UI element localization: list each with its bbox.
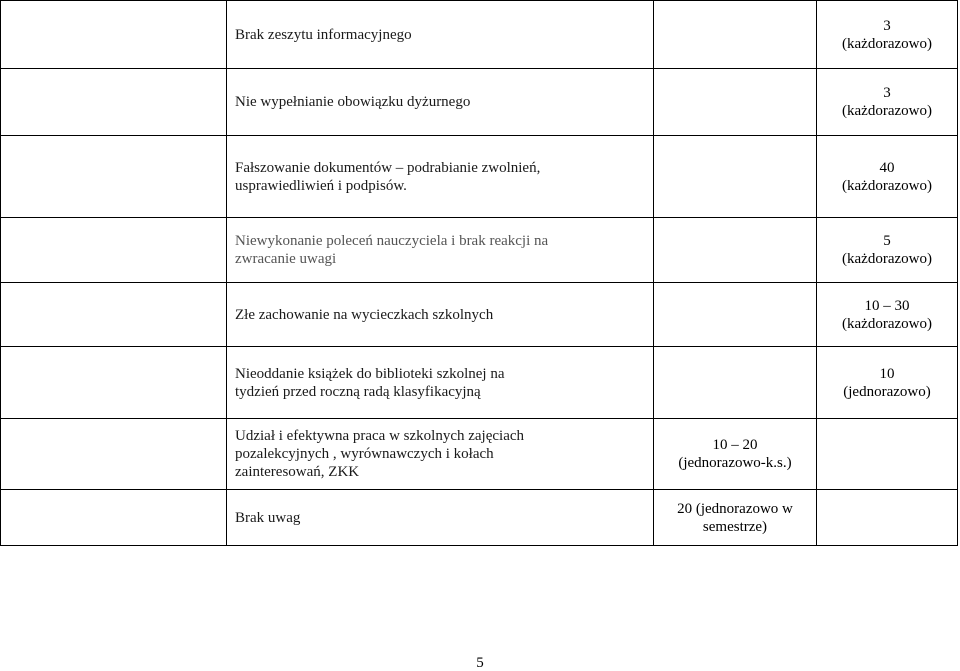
rule-description: Nie wypełnianie obowiązku dyżurnego bbox=[235, 94, 471, 110]
rule-description-cell bbox=[227, 218, 654, 283]
rule-description-cell bbox=[227, 347, 654, 419]
table-row bbox=[1, 1, 958, 69]
bonus-points-cell bbox=[654, 69, 817, 136]
rule-description-cell bbox=[227, 1, 654, 69]
penalty-points-cell bbox=[817, 1, 958, 69]
rule-description: Brak uwag bbox=[235, 509, 301, 526]
bonus-points-cell bbox=[654, 283, 817, 347]
rule-description-cell bbox=[227, 490, 654, 546]
penalty-points-cell bbox=[817, 218, 958, 283]
penalty-points: 40 (każdorazowo) bbox=[842, 159, 932, 194]
bonus-points: 20 (jednorazowo w semestrze) bbox=[677, 500, 793, 535]
penalty-points: 3 (każdorazowo) bbox=[842, 17, 932, 52]
table-row bbox=[1, 136, 958, 218]
bonus-points-cell bbox=[654, 419, 817, 490]
rule-description-cell bbox=[227, 283, 654, 347]
rule-description-cell bbox=[227, 419, 654, 490]
row-marker-cell bbox=[1, 218, 227, 283]
bonus-points: 10 – 20 (jednorazowo-k.s.) bbox=[678, 437, 792, 471]
penalty-points-cell bbox=[817, 283, 958, 347]
bonus-points-cell bbox=[654, 490, 817, 546]
table-row bbox=[1, 419, 958, 490]
row-marker-cell bbox=[1, 136, 227, 218]
table-row bbox=[1, 347, 958, 419]
rule-description: Udział i efektywna praca w szkolnych zajęciach pozalekcyjnych , wyrównawczych i kołach zainteresowań, ZKK bbox=[235, 428, 525, 480]
bonus-points-cell bbox=[654, 218, 817, 283]
penalty-points-cell bbox=[817, 419, 958, 490]
penalty-points: 10 (jednorazowo) bbox=[843, 365, 931, 400]
rule-description: Brak zeszytu informacyjnego bbox=[235, 26, 412, 43]
rule-description: Nieoddanie książek do biblioteki szkolnej na tydzień przed roczną radą klasyfikacyjną bbox=[235, 365, 505, 400]
penalty-points: 5 (każdorazowo) bbox=[842, 233, 932, 267]
row-marker-cell bbox=[1, 419, 227, 490]
row-marker-cell bbox=[1, 69, 227, 136]
penalty-points: 10 – 30 (każdorazowo) bbox=[842, 297, 932, 332]
page-number: 5 bbox=[476, 655, 484, 671]
bonus-points-cell bbox=[654, 347, 817, 419]
penalty-points-cell bbox=[817, 347, 958, 419]
table-row bbox=[1, 283, 958, 347]
rule-description: Fałszowanie dokumentów – podrabianie zwolnień, usprawiedliwień i podpisów. bbox=[235, 159, 541, 194]
rule-description-cell bbox=[227, 136, 654, 218]
penalty-points-cell bbox=[817, 136, 958, 218]
row-marker-cell bbox=[1, 347, 227, 419]
row-marker-cell bbox=[1, 490, 227, 546]
rule-description-cell bbox=[227, 69, 654, 136]
penalty-points-cell bbox=[817, 69, 958, 136]
bonus-points-cell bbox=[654, 136, 817, 218]
rule-description: Niewykonanie poleceń nauczyciela i brak reakcji na zwracanie uwagi bbox=[235, 233, 549, 267]
bonus-points-cell bbox=[654, 1, 817, 69]
penalty-points-cell bbox=[817, 490, 958, 546]
table-row bbox=[1, 69, 958, 136]
table-row bbox=[1, 490, 958, 546]
penalty-points: 3 (każdorazowo) bbox=[842, 85, 932, 119]
table-row bbox=[1, 218, 958, 283]
row-marker-cell bbox=[1, 283, 227, 347]
rule-description: Złe zachowanie na wycieczkach szkolnych bbox=[235, 306, 494, 323]
row-marker-cell bbox=[1, 1, 227, 69]
